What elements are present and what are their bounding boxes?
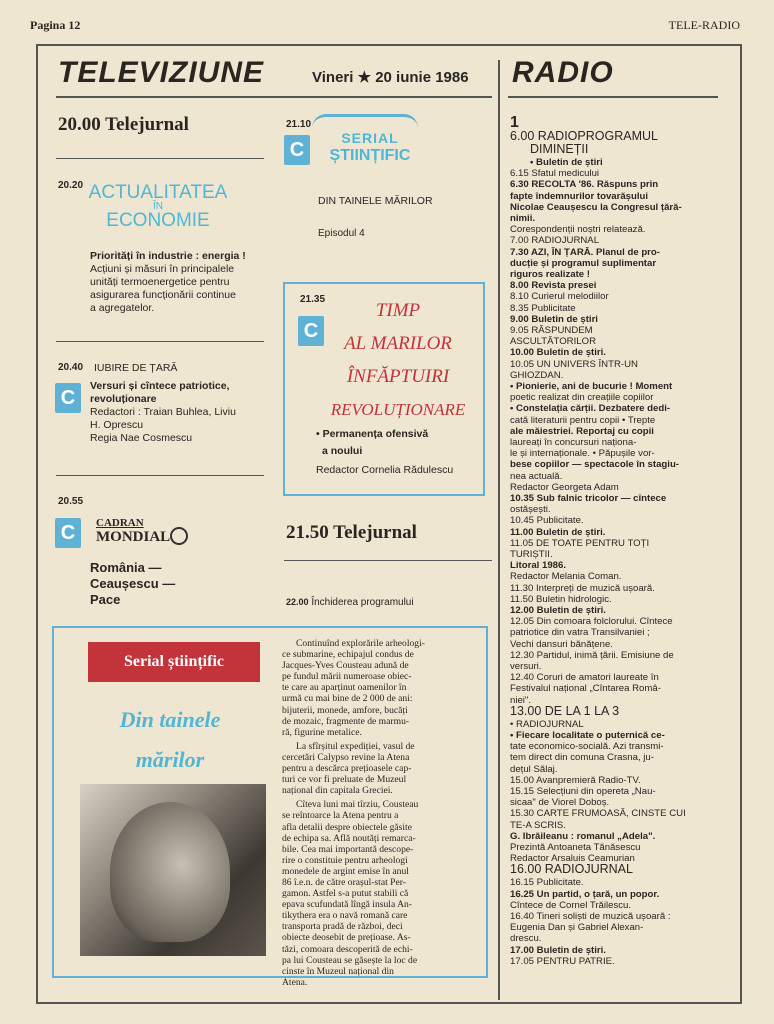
article-line: afla detalii despre obiectele găsite [282, 821, 412, 833]
radio-line: • Buletin de știri [530, 157, 603, 168]
actualitatea-logo [88, 184, 228, 229]
prog-time: 22.00 [286, 597, 309, 607]
radio-line: 10.45 Publicitate. [510, 515, 584, 527]
radio-line: ostășești. [510, 504, 551, 516]
desc-line: asigurarea funcționării continue [90, 289, 236, 301]
channel-c-icon: C [55, 383, 81, 413]
article-line: se reîntoarce la Atena pentru a [282, 810, 399, 822]
radio-line: 11.05 DE TOATE PENTRU TOȚI [510, 537, 650, 549]
prog-time: 20.00 [58, 114, 101, 135]
article-line: Jacques-Yves Cousteau adună de [282, 660, 409, 672]
radio-line: cată literaturii pentru copii • Trepte [510, 414, 656, 426]
radio-line: 8.35 Publicitate [510, 302, 576, 314]
radio-line: Festivalul național „Cîntarea Româ- [510, 683, 661, 695]
article-line: turi ce vor fi preluate de Muzeul [282, 774, 407, 786]
article-line: cercetări Calypso revine la Atena [282, 751, 410, 763]
prog-description [90, 380, 266, 445]
episode-label: Episodul 4 [318, 228, 365, 239]
feature-title [318, 294, 478, 426]
radio-line: sicaa" de Viorel Doboș. [510, 797, 610, 809]
prog-telejurnal-2 [286, 522, 417, 544]
article-line: obiecte deosebit de prețioase. As- [282, 932, 411, 944]
desc-line: • Permanența ofensivă [316, 428, 429, 440]
title-line: TIMP [375, 300, 421, 321]
radio-line: GHIOZDAN. [510, 369, 564, 381]
radio-line: 12.00 Buletin de știri. [510, 605, 606, 616]
radio-line: ducție și programul suplimentar [510, 257, 657, 269]
radio-title: RADIO [512, 56, 614, 89]
radio-line: 7.00 RADIOJURNAL [510, 235, 600, 247]
radio-line: 16.40 Tineri soliști de muzică ușoară : [510, 911, 671, 922]
radio-line: Nicolae Ceaușescu la Congresul țără- [510, 201, 682, 213]
desc-line: Priorități în industrie : energia ! [90, 250, 246, 262]
article-line: rire o constituie pentru arheologi [282, 854, 408, 866]
radio-line: 8.10 Curierul melodiilor [510, 291, 609, 303]
prog-telejurnal-1 [58, 114, 189, 136]
radio-line: TE-A SCRIS. [510, 819, 566, 831]
radio-line: 15.00 Avanpremieră Radio-TV. [510, 774, 641, 786]
radio-line: riguros realizate ! [510, 269, 590, 280]
radio-line: ale măiestriei. Reportaj cu copii [510, 425, 654, 437]
prog-title: DIN TAINELE MĂRILOR [318, 195, 433, 207]
column-divider [498, 60, 500, 1000]
desc-line: a agregatelor. [90, 302, 155, 314]
article-line: pe fundul mării numeroase obiec- [282, 671, 412, 683]
rule [56, 158, 264, 159]
radio-line: 15.15 Selecțiuni din opereta „Nau- [510, 786, 656, 797]
article-line: Continuînd explorările arheologi- [296, 638, 425, 649]
desc-line: unități termoenergetice pentru [90, 276, 230, 288]
rule [284, 560, 492, 561]
channel-c-icon: C [284, 135, 310, 165]
radio-line: DIMINEȚII [530, 144, 589, 156]
rule [56, 475, 264, 476]
channel-c-icon: C [298, 316, 324, 346]
prog-time: 21.50 [286, 522, 329, 543]
article-line: Atena. [282, 976, 308, 988]
desc-line: Acțiuni și măsuri în principalele [90, 263, 235, 275]
radio-line: ASCULTĂTORILOR [510, 336, 597, 348]
radio-line: 12.05 Din comoara folclorului. Cîntece [510, 616, 673, 628]
article-line: ră, figurine metalice. [282, 726, 362, 738]
radio-line: 15.30 CARTE FRUMOASĂ, CINSTE CUI [510, 808, 686, 820]
prog-time: 20.55 [58, 496, 84, 507]
desc-line: România — [90, 560, 162, 575]
article-line: epava scufundată lîngă insula An- [282, 899, 413, 911]
desc-line: Pace [90, 592, 121, 607]
logo-line: CADRAN [96, 517, 144, 529]
article-line: gamon. Astfel s-a putut stabili că [282, 888, 409, 900]
radio-line: Corespondenții noștri relatează. [510, 224, 646, 236]
serial-banner: Serial științific [88, 642, 260, 682]
portrait-face [110, 802, 230, 942]
radio-line: Redactor Melania Coman. [510, 571, 622, 583]
radio-line: 16.25 Un partid, o țară, un popor. [510, 888, 660, 900]
radio-line: nimii. [510, 213, 536, 224]
logo-line: ÎN [153, 201, 163, 212]
prog-description [90, 250, 266, 315]
publication-name: TELE-RADIO [668, 18, 740, 32]
desc-line: Versuri și cîntece patriotice, [90, 380, 230, 392]
radio-line: Redactor Georgeta Adam [510, 481, 619, 493]
page-number: Pagina 12 [30, 18, 81, 32]
radio-line: nea actuală. [510, 470, 563, 482]
channel-c-icon: C [55, 518, 81, 548]
prog-description [316, 428, 480, 477]
radio-line: 9.00 Buletin de știri [510, 313, 598, 325]
radio-line: 12.40 Coruri de amatori laureate în [510, 672, 659, 684]
radio-line: laureați în concursuri naționa- [510, 437, 637, 448]
desc-line: H. Oprescu [90, 419, 144, 431]
prog-title: IUBIRE DE ȚARĂ [94, 362, 178, 374]
article-line: urmă cu mai bine de 2 000 de ani: [282, 693, 413, 705]
article-title [70, 700, 270, 780]
title-line: mărilor [135, 747, 205, 772]
article-line: de mozaic, fragmente de marmu- [282, 715, 410, 727]
radio-line: bese copiilor — spectacole în stagiu- [510, 459, 680, 471]
radio-line: 10.00 Buletin de știri. [510, 347, 606, 359]
tv-header-rule [56, 96, 492, 98]
article-line: monedele de argint emise în anul [282, 865, 409, 877]
radio-line: patriotice din vatra Transilvaniei ; [510, 627, 650, 639]
radio-line: 13.00 DE LA 1 LA 3 [510, 705, 620, 717]
serial-arc-icon [312, 114, 418, 128]
radio-line: 17.00 Buletin de știri. [510, 944, 606, 956]
logo-line: ACTUALITATEA [88, 182, 228, 203]
serial-stiintific-logo [318, 130, 422, 164]
prog-time: 20.20 [58, 180, 84, 191]
prog-title: Telejurnal [333, 522, 417, 543]
article-line: național din capitala Greciei. [282, 785, 393, 797]
radio-line: 8.00 Revista presei [510, 280, 597, 292]
radio-line: 11.00 Buletin de știri. [510, 526, 606, 538]
radio-line: drescu. [510, 933, 542, 945]
radio-line: 11.30 Interpreți de muzică ușoară. [510, 582, 655, 594]
article-line: bile. Cea mai importantă descope- [282, 843, 414, 855]
desc-line: Ceaușescu — [90, 576, 176, 591]
desc-line: a noului [322, 445, 363, 457]
radio-line: 16.00 RADIOJURNAL [510, 864, 633, 876]
desc-line: Regia Nae Cosmescu [90, 432, 193, 444]
tv-date: Vineri ★ 20 iunie 1986 [312, 69, 469, 86]
radio-line: Redactor Arsaluis Ceamurian [510, 853, 635, 865]
article-line: ce submarine, echipajul condus de [282, 649, 414, 661]
article-text [282, 638, 480, 988]
radio-channel-number: 1 [510, 114, 519, 131]
radio-line: 6.15 Sfatul medicului [510, 168, 600, 180]
logo-line: ȘTIINȚIFIC [329, 147, 411, 164]
prog-title: Închiderea programului [311, 597, 414, 608]
prog-time: 21.35 [300, 294, 326, 305]
logo-line: SERIAL [341, 130, 399, 146]
article-line: tikythera era o navă romană care [282, 910, 408, 922]
title-line: Din tainele [119, 707, 221, 732]
globe-icon [170, 527, 188, 545]
radio-line: Prezintă Antoaneta Tănăsescu [510, 842, 641, 853]
logo-line: MONDIAL [96, 529, 171, 545]
radio-line: 12.30 Partidul, inimă țării. Emisiune de [510, 649, 674, 661]
prog-description [90, 560, 175, 608]
radio-line: G. Ibrăileanu : romanul „Adela". [510, 830, 656, 842]
radio-line: poetic realizat din creațiile copiilor [510, 392, 654, 404]
radio-line: tate economico-socială. Azi transmi- [510, 741, 664, 753]
radio-line: Eugenia Dan și Gabriel Alexan- [510, 922, 644, 934]
prog-time: 20.40 [58, 362, 84, 373]
radio-line: 10.35 Sub falnic tricolor — cîntece [510, 493, 667, 504]
article-line: bijuterii, monede, amfore, bucăți [282, 704, 408, 716]
radio-line: 11.50 Buletin hidrologic. [510, 593, 612, 605]
article-line: 86 î.e.n. de către orașul-stat Per- [282, 876, 406, 888]
radio-line: Cîntece de Cornel Trăilescu. [510, 899, 632, 911]
prog-time: 21.10 [286, 119, 312, 130]
radio-line: 16.15 Publicitate. [510, 877, 584, 889]
closing-line [286, 597, 414, 608]
radio-header-rule [508, 96, 718, 98]
title-line: REVOLUȚIONARE [330, 400, 466, 419]
radio-line: niei". [510, 694, 532, 706]
title-line: AL MARILOR [344, 333, 452, 354]
logo-line: ECONOMIE [106, 210, 210, 231]
radio-line: 6.30 RECOLTA '86. Răspuns prin [510, 179, 659, 191]
rule [56, 341, 264, 342]
radio-line: 10.05 UN UNIVERS ÎNTR-UN [510, 358, 638, 370]
radio-line: versuri. [510, 661, 542, 672]
radio-line: • RADIOJURNAL [510, 718, 584, 730]
article-line: pentru a descărca prețioasele cap- [282, 763, 412, 775]
radio-line: 17.05 PENTRU PATRIE. [510, 955, 615, 967]
radio-line: tem direct din comuna Crasna, ju- [510, 752, 654, 764]
radio-line: dețul Sălaj. [510, 763, 558, 775]
radio-line: TURIȘTII. [510, 549, 553, 560]
radio-line: 6.00 RADIOPROGRAMUL [510, 131, 658, 143]
radio-line: • Constelația cărții. Dezbatere dedi- [510, 403, 671, 415]
tv-title: TELEVIZIUNE [58, 56, 265, 89]
radio-line: le și internaționale. • Păpușile vor- [510, 448, 655, 460]
desc-line: revoluționare [90, 393, 157, 405]
radio-line: 7.30 AZI, ÎN ȚARĂ. Planul de pro- [510, 246, 660, 258]
radio-line: Litoral 1986. [510, 560, 566, 572]
radio-line: fapte îndemnurilor tovarășului [510, 190, 649, 202]
article-line: La sfîrșitul expediției, vasul de [296, 740, 415, 752]
radio-line: • Fiecare localitate o puternică ce- [510, 730, 665, 741]
desc-line: Redactor Cornelia Rădulescu [316, 464, 454, 476]
article-line: pa lui Cousteau se găsește la loc de [282, 954, 418, 966]
article-line: cinste în Muzeul național din [282, 965, 394, 977]
title-line: ÎNFĂPTUIRI [346, 366, 450, 387]
prog-title: Telejurnal [105, 114, 189, 135]
article-line: Cîteva luni mai tîrziu, Cousteau [296, 799, 419, 811]
radio-line: • Pionierie, ani de bucurie ! Moment [510, 381, 673, 392]
cadran-mondial-logo [96, 516, 170, 544]
article-line: te care au aparținut oamenilor în [282, 682, 407, 694]
radio-line: Vechi dansuri bănățene. [510, 638, 613, 650]
radio-line: 9.05 RĂSPUNDEM [510, 325, 593, 336]
desc-line: Redactori : Traian Buhlea, Liviu [90, 406, 236, 418]
article-line: transporta pradă de război, deci [282, 921, 403, 933]
cousteau-photo [80, 784, 266, 956]
article-line: tăzi, comoara descoperită de echi- [282, 943, 413, 955]
article-line: de echipa sa. Află noutăți remarca- [282, 832, 416, 844]
